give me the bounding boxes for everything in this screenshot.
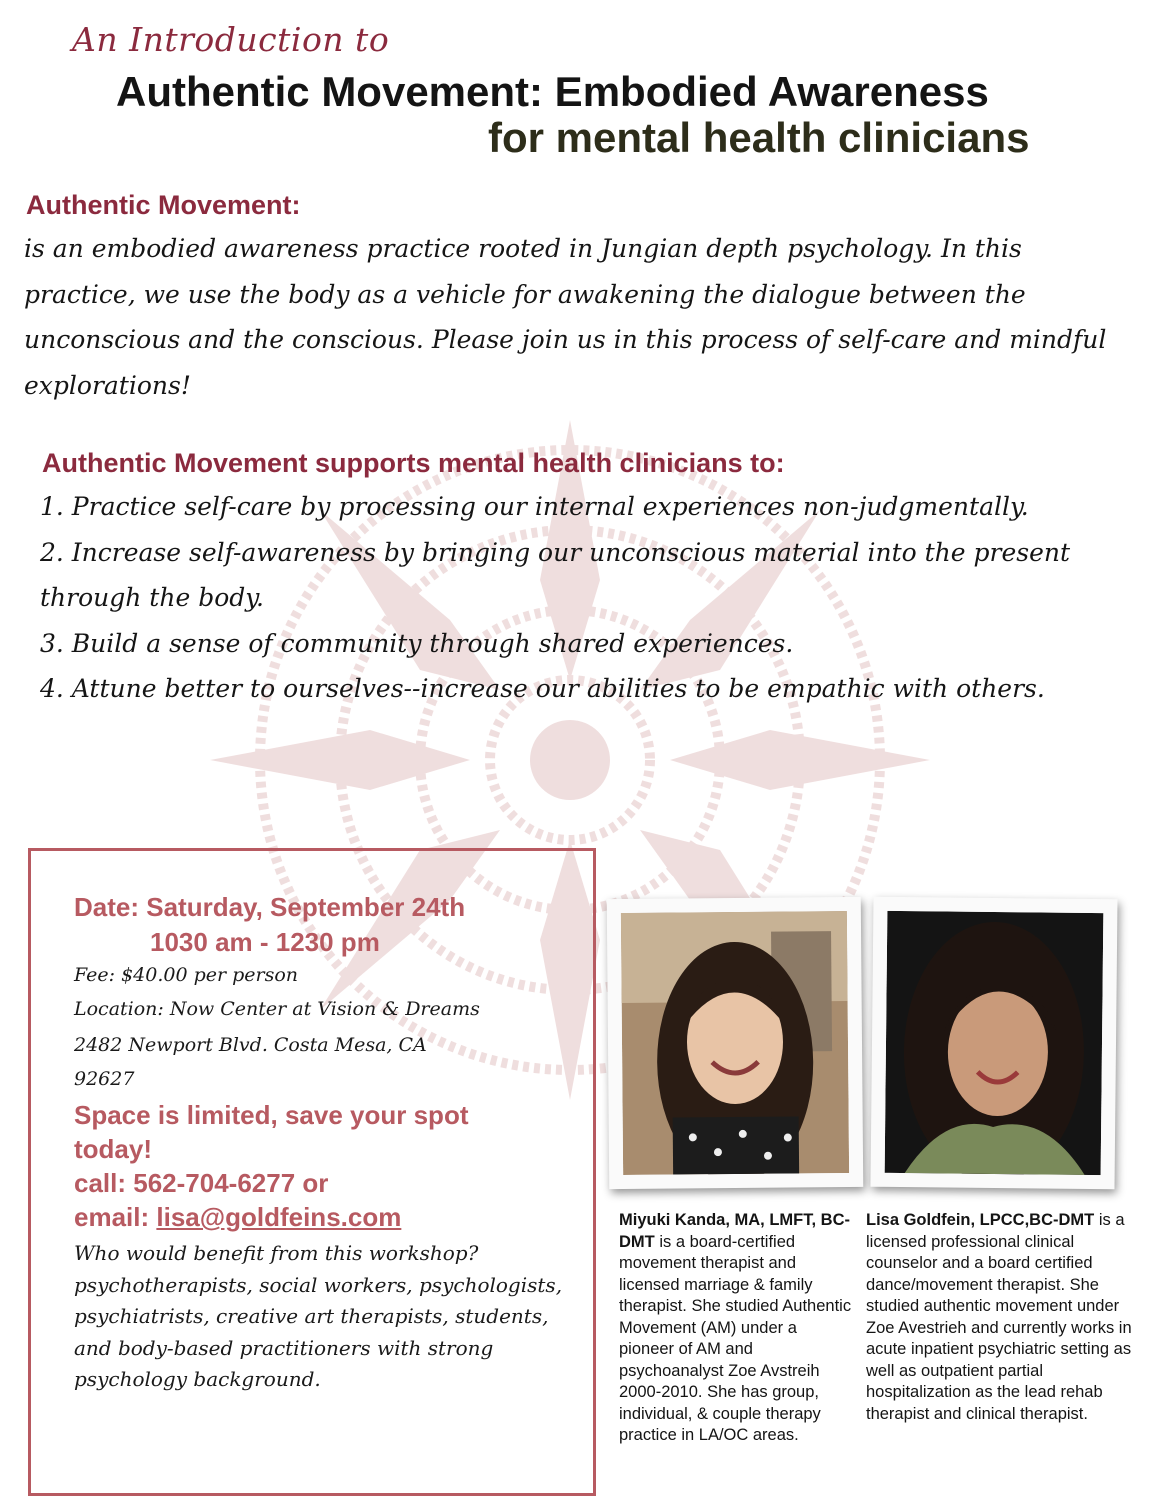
list-item: 4. Attune better to ourselves--increase our abilities to be empathic with others. [40,674,1045,703]
supports-heading: Authentic Movement supports mental health clinicians to: [42,448,785,478]
presenter-name: Miyuki Kanda, MA, LMFT, BC-DMT [619,1211,850,1251]
intro-line: An Introduction to [72,20,390,59]
presenter-bio-text: is a licensed professional clinical counselor and a board certified dance/movement therapist. She studied authentic movement under Zoe Avestrieh and currently works in acute inpatient psychiatric setting as well as outpatient partial hospitalization as the lead rehab therapist and clinical therapist. [866,1211,1132,1423]
presenter-bio-lisa [866,1210,1134,1425]
presenter-photo-lisa [870,897,1117,1190]
presenter-bio-text: is a board-certified movement therapist and licensed marriage & family therapist. She studied Authentic Movement (AM) under a pioneer of AM and psychoanalyst Zoe Avstreih 2000-2010. She has group, individual, & couple therapy practice in LA/OC areas. [619,1232,852,1444]
supports-list [40,484,1080,712]
list-item: 2. Increase self-awareness by bringing our unconscious material into the present through the body. [40,537,1071,612]
about-text: is an embodied awareness practice rooted in Jungian depth psychology. In this practice, we use the body as a vehicle for awakening the dialogue between the unconscious and the conscious. Please join us in this process of self-care and mindful explorations! [24,234,1107,400]
presenter-name: Lisa Goldfein, LPCC,BC-DMT [866,1211,1095,1229]
email-link[interactable]: lisa@goldfeins.com [156,1202,402,1232]
space-notice-cont: today! [74,1134,152,1164]
event-fee: Fee: $40.00 per person [74,964,299,986]
email-label: email: [74,1202,157,1232]
presenter-bio-miyuki [619,1210,855,1447]
presenter-photo-miyuki [607,897,864,1189]
event-address: 2482 Newport Blvd. Costa Mesa, CA [74,1034,427,1056]
event-zip: 92627 [74,1068,135,1090]
about-heading: Authentic Movement: [26,190,301,220]
title-subtitle: for mental health clinicians [488,114,1030,161]
portrait-icon [885,911,1104,1175]
list-item: 3. Build a sense of community through shared experiences. [40,628,794,658]
event-date: Date: Saturday, September 24th [74,892,466,922]
list-item: 1. Practice self-care by processing our internal experiences non-judgmentally. [40,492,1029,521]
contact-email-line [74,1202,401,1233]
audience-text: Who would benefit from this workshop? psychotherapists, social workers, psychologists, psychiatrists, creative art therapists, students, and body-based practitioners with strong psychology background. [74,1241,563,1391]
event-location: Location: Now Center at Vision & Dreams [74,998,480,1020]
space-notice: Space is limited, save your spot [74,1100,469,1130]
contact-phone: call: 562-704-6277 or [74,1168,329,1198]
portrait-icon [621,911,849,1175]
title-main: Authentic Movement: Embodied Awareness [116,68,989,115]
event-time: 1030 am - 1230 pm [150,927,380,957]
